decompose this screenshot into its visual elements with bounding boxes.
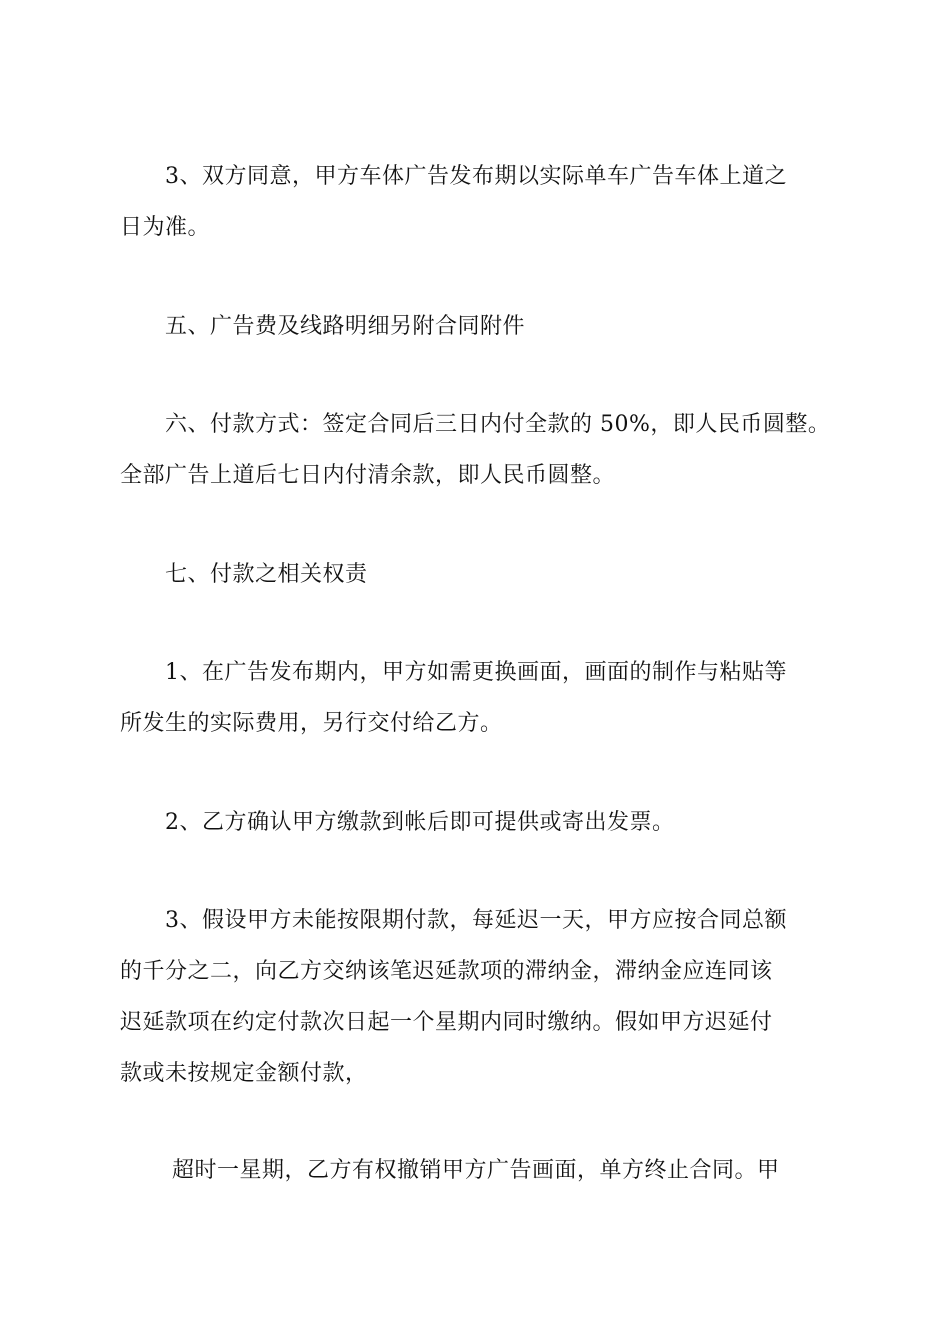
clause-4-3-line-2: 日为准。: [120, 215, 211, 240]
paragraph-overdue-line-1: 超时一星期，乙方有权撤销甲方广告画面，单方终止合同。甲: [172, 1158, 780, 1183]
section-6-line-1: 六、付款方式：签定合同后三日内付全款的 50%，即人民币圆整。: [165, 412, 831, 437]
clause-7-2-line-1: 2、乙方确认甲方缴款到帐后即可提供或寄出发票。: [165, 810, 675, 835]
section-6-line-2: 全部广告上道后七日内付清余款，即人民币圆整。: [120, 463, 616, 488]
clause-4-3-line-1: 3、双方同意，甲方车体广告发布期以实际单车广告车体上道之: [165, 164, 787, 189]
clause-7-1-line-2: 所发生的实际费用，另行交付给乙方。: [120, 711, 503, 736]
clause-7-3-line-2: 的千分之二，向乙方交纳该笔迟延款项的滞纳金，滞纳金应连同该: [120, 959, 773, 984]
section-5-heading: 五、广告费及线路明细另附合同附件: [165, 314, 526, 339]
clause-7-3-line-4: 款或未按规定金额付款，: [120, 1061, 368, 1086]
section-7-heading: 七、付款之相关权责: [165, 562, 368, 587]
clause-7-3-line-1: 3、假设甲方未能按限期付款，每延迟一天，甲方应按合同总额: [165, 908, 787, 933]
clause-7-1-line-1: 1、在广告发布期内，甲方如需更换画面，画面的制作与粘贴等: [165, 660, 787, 685]
clause-7-3-line-3: 迟延款项在约定付款次日起一个星期内同时缴纳。假如甲方迟延付: [120, 1010, 773, 1035]
